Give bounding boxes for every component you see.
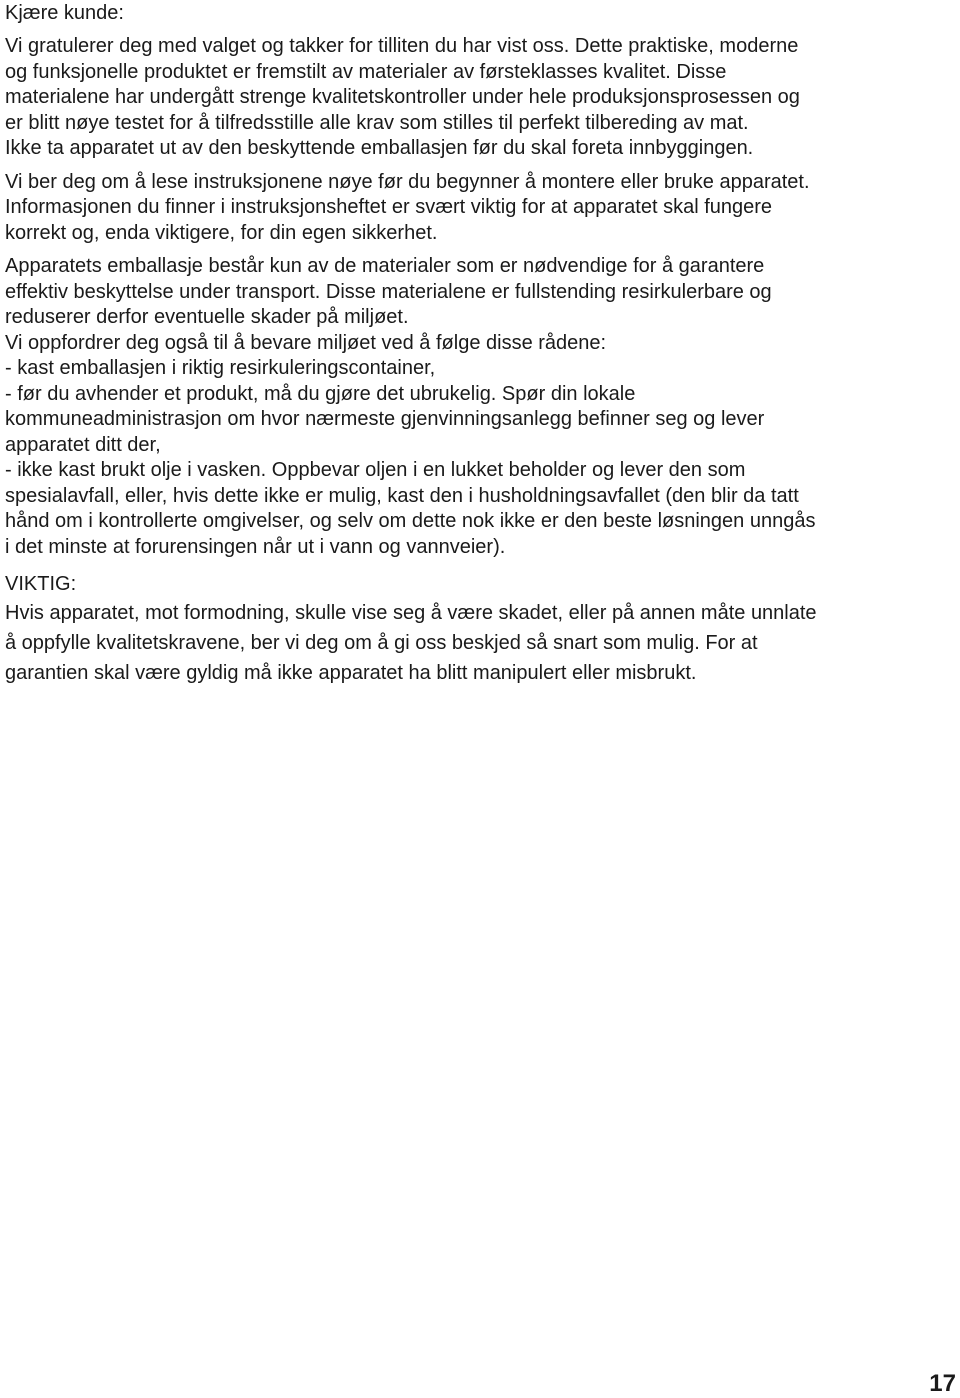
intro-paragraph: Vi gratulerer deg med valget og takker for tilliten du har vist oss. Dette praktiske, moderne og funksjonelle produktet er fremstilt av materialer av førsteklasses kvalitet. Disse materialene har undergått strenge kvalitetskontroller under hele produksjonsprosessen og er blitt nøye testet for å tilfredsstille alle krav som stilles til perfekt tilbereding av mat. Ikke ta apparatet ut av den beskyttende emballasjen før du skal foreta innbyggingen. [5,35,800,159]
important-paragraph: Hvis apparatet, mot formodning, skulle vise seg å være skadet, eller på annen måte unnlate å oppfylle kvalitetskravene, ber vi deg om å gi oss beskjed så snart som mulig. For at garantien skal være gyldig må ikke apparatet ha blitt manipulert eller misbrukt. [5,601,817,684]
important-heading: VIKTIG: [5,573,77,595]
document-page [5,0,955,688]
greeting: Kjære kunde: [5,2,124,24]
page-number: 17 [929,1370,956,1397]
environment-paragraph: Vi oppfordrer deg også til å bevare miljøet ved å følge disse rådene: - kast emballasjen i riktig resirkuleringscontainer, - før du avhender et produkt, må du gjøre det ubrukelig. Spør din lokale kommuneadministrasjon om hvor nærmeste gjenvinningsanlegg befinner seg og lever apparatet ditt der, - ikke kast brukt olje i vasken. Oppbevar oljen i en lukket beholder og lever den som spesialavfall, eller, hvis dette ikke er mulig, kast den i husholdningsavfallet (den blir da tatt hånd om i kontrollerte omgivelser, og selv om dette nok ikke er den beste løsningen unngås i det minste at forurensingen når ut i vann og vannveier). [5,331,816,558]
instructions-paragraph: Vi ber deg om å lese instruksjonene nøye før du begynner å montere eller bruke apparatet. Informasjonen du finner i instruksjonsheftet er svært viktig for at apparatet skal fungere korrekt og, enda viktigere, for din egen sikkerhet. [5,170,810,244]
packaging-paragraph: Apparatets emballasje består kun av de materialer som er nødvendige for å garantere effektiv beskyttelse under transport. Disse materialene er fullstending resirkulerbare og reduserer derfor eventuelle skader på miljøet. [5,255,772,328]
